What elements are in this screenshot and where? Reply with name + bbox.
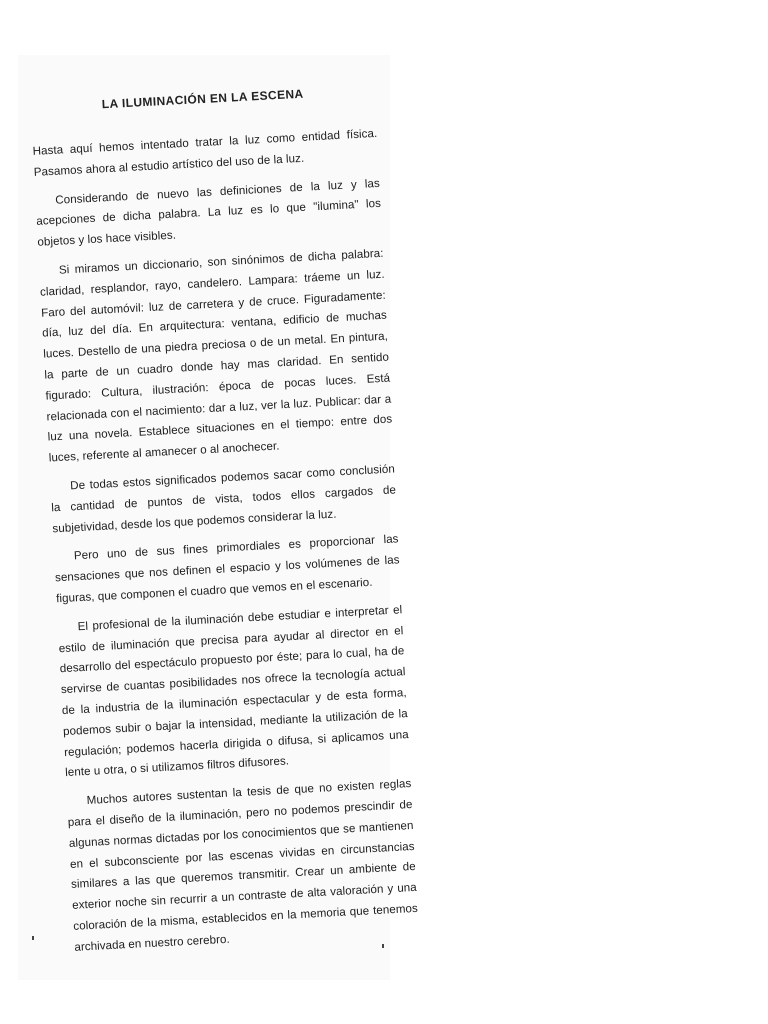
page-title: LA ILUMINACIÓN EN LA ESCENA (101, 86, 304, 112)
paragraph: Muchos autores sustentan la tesis de que no existen reglas para el diseño de la iluminación, pero no podemos prescindir de algunas normas dictadas por los conocimientos que se mantienen en el subconsciente por las escenas vividas en circunstancias similares a las que queremos transmitir. Crear un ambiente de exterior noche sin recurrir a un contraste de alta valoración y una coloración de la misma, establecidos en la memoria que tenemos archivada en nuestro cerebro. (67, 777, 419, 954)
scan-speck (32, 936, 34, 940)
paragraph: Considerando de nuevo las definiciones de la luz y las acepciones de dicha palabra. La luz es lo que "ilumina" los objetos y los hace visibles. (36, 176, 382, 249)
paragraph: Hasta aquí hemos intentado tratar la luz como entidad física. Pasamos ahora al estudio artístico del uso de la luz. (32, 126, 378, 179)
paragraph: Pero uno de sus fines primordiales es proporcionar las sensaciones que nos definen el espacio y los volúmenes de las figuras, que componen el cuadro que vemos en el escenario. (54, 532, 400, 606)
document-body (30, 82, 420, 966)
scan-speck (382, 944, 384, 948)
paragraph: De todas estos significados podemos sacar como conclusión la cantidad de puntos de vista, todos ellos cargados de subjetividad, desde los que podemos considerar la luz. (51, 462, 397, 535)
paragraph: Si miramos un diccionario, son sinónimos de dicha palabra: claridad, resplandor, rayo, candelero. Lampara: tráeme un luz. Faro del automóvil: luz de carretera y de cruce. Figuradamente: día, luz del día. En arquitectura: ventana, edificio de muchas luces. Destello de una piedra preciosa o de un metal. En pintura, la parte de un cuadro donde hay mas claridad. En sentido figurado: Cultura, ilustración: época de pocas luces. Está relacionada con el nacimiento: dar a luz, ver la luz. Publicar: dar a luz una novela. Establece situaciones en el tiempo: entre dos luces, referente al amanecer o al anochecer. (39, 246, 393, 465)
paragraph: El profesional de la iluminación debe estudiar e interpretar el estilo de iluminación que precisa para ayudar al director en el desarrollo del espectáculo propuesto por éste; para lo cual, ha de servirse de cuantas posibilidades nos ofrece la tecnología actual de la industria de la iluminación espectacular y de esta forma, podemos subir o bajar la intensidad, mediante la utilización de la regulación; podemos hacerla dirigida o difusa, si aplicamos una lente u otra, o si utilizamos filtros difusores. (58, 602, 410, 780)
